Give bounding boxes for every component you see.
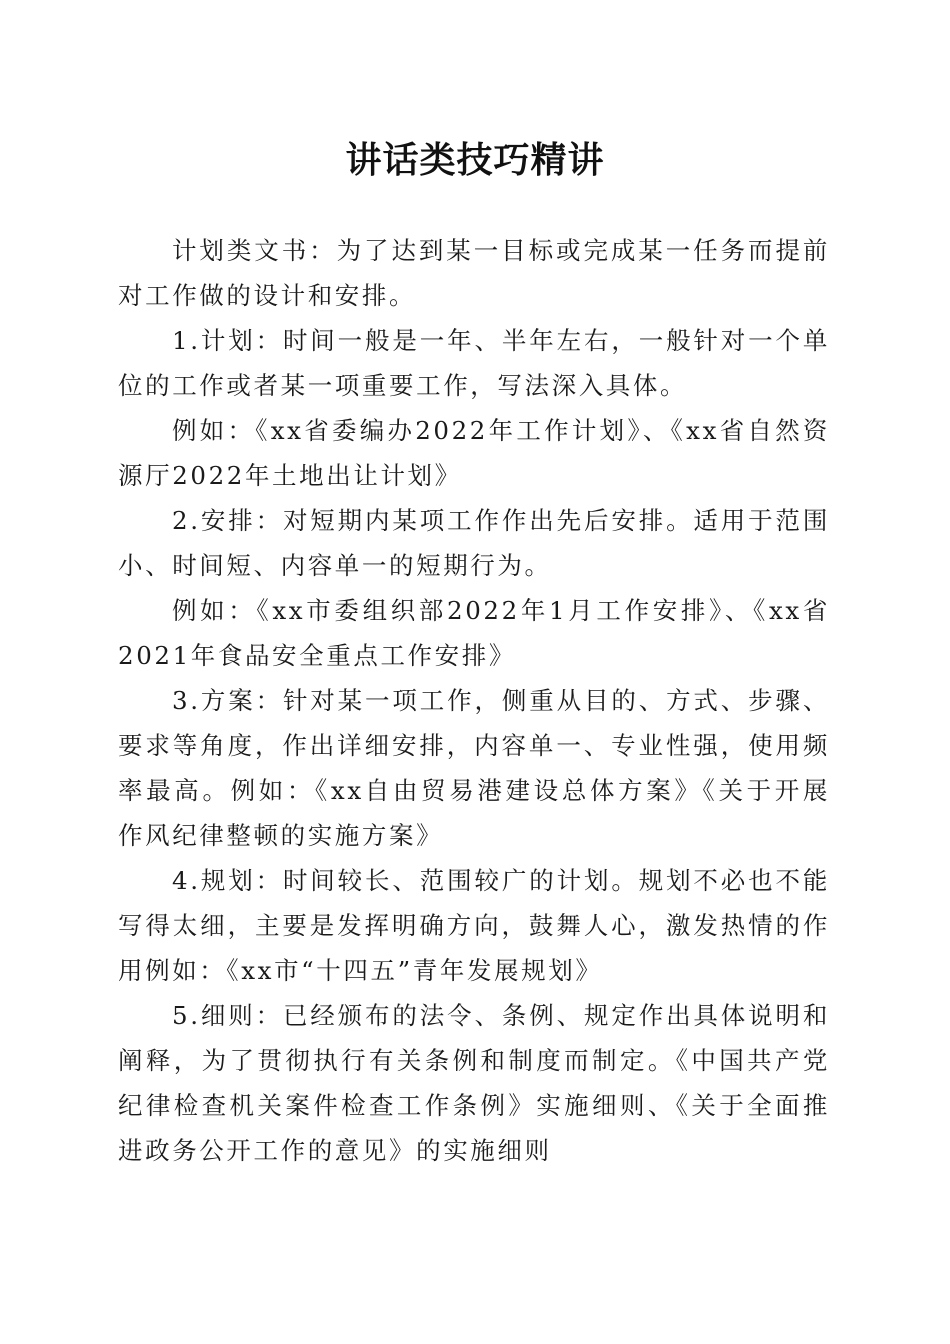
document-title: 讲话类技巧精讲 xyxy=(345,139,605,181)
paragraph-arrangement: 2.安排：对短期内某项工作作出先后安排。适用于范围小、时间短、内容单一的短期行为。 xyxy=(118,506,830,580)
paragraph-planning: 4.规划：时间较长、范围较广的计划。规划不必也不能写得太细，主要是发挥明确方向，鼓舞人心，激发热情的作用例如：《xx市“十四五”青年发展规划》 xyxy=(118,866,830,985)
paragraph-plan: 1.计划：时间一般是一年、半年左右，一般针对一个单位的工作或者某一项重要工作，写法深入具体。 xyxy=(118,326,830,400)
paragraph-arrangement-example: 例如：《xx市委组织部2022年1月工作安排》、《xx省2021年食品安全重点工作安排》 xyxy=(118,596,830,670)
paragraph-scheme: 3.方案：针对某一项工作，侧重从目的、方式、步骤、要求等角度，作出详细安排，内容单一、专业性强，使用频率最高。例如：《xx自由贸易港建设总体方案》《关于开展作风纪律整顿的实施方案》 xyxy=(118,686,830,850)
document-body xyxy=(118,228,830,1173)
paragraph-plan-example: 例如：《xx省委编办2022年工作计划》、《xx省自然资源厅2022年土地出让计划》 xyxy=(118,416,830,490)
paragraph-intro: 计划类文书：为了达到某一目标或完成某一任务而提前对工作做的设计和安排。 xyxy=(118,236,830,310)
paragraph-rules: 5.细则：已经颁布的法令、条例、规定作出具体说明和阐释，为了贯彻执行有关条例和制度而制定。《中国共产党纪律检查机关案件检查工作条例》实施细则、《关于全面推进政务公开工作的意见》的实施细则 xyxy=(118,1001,830,1165)
